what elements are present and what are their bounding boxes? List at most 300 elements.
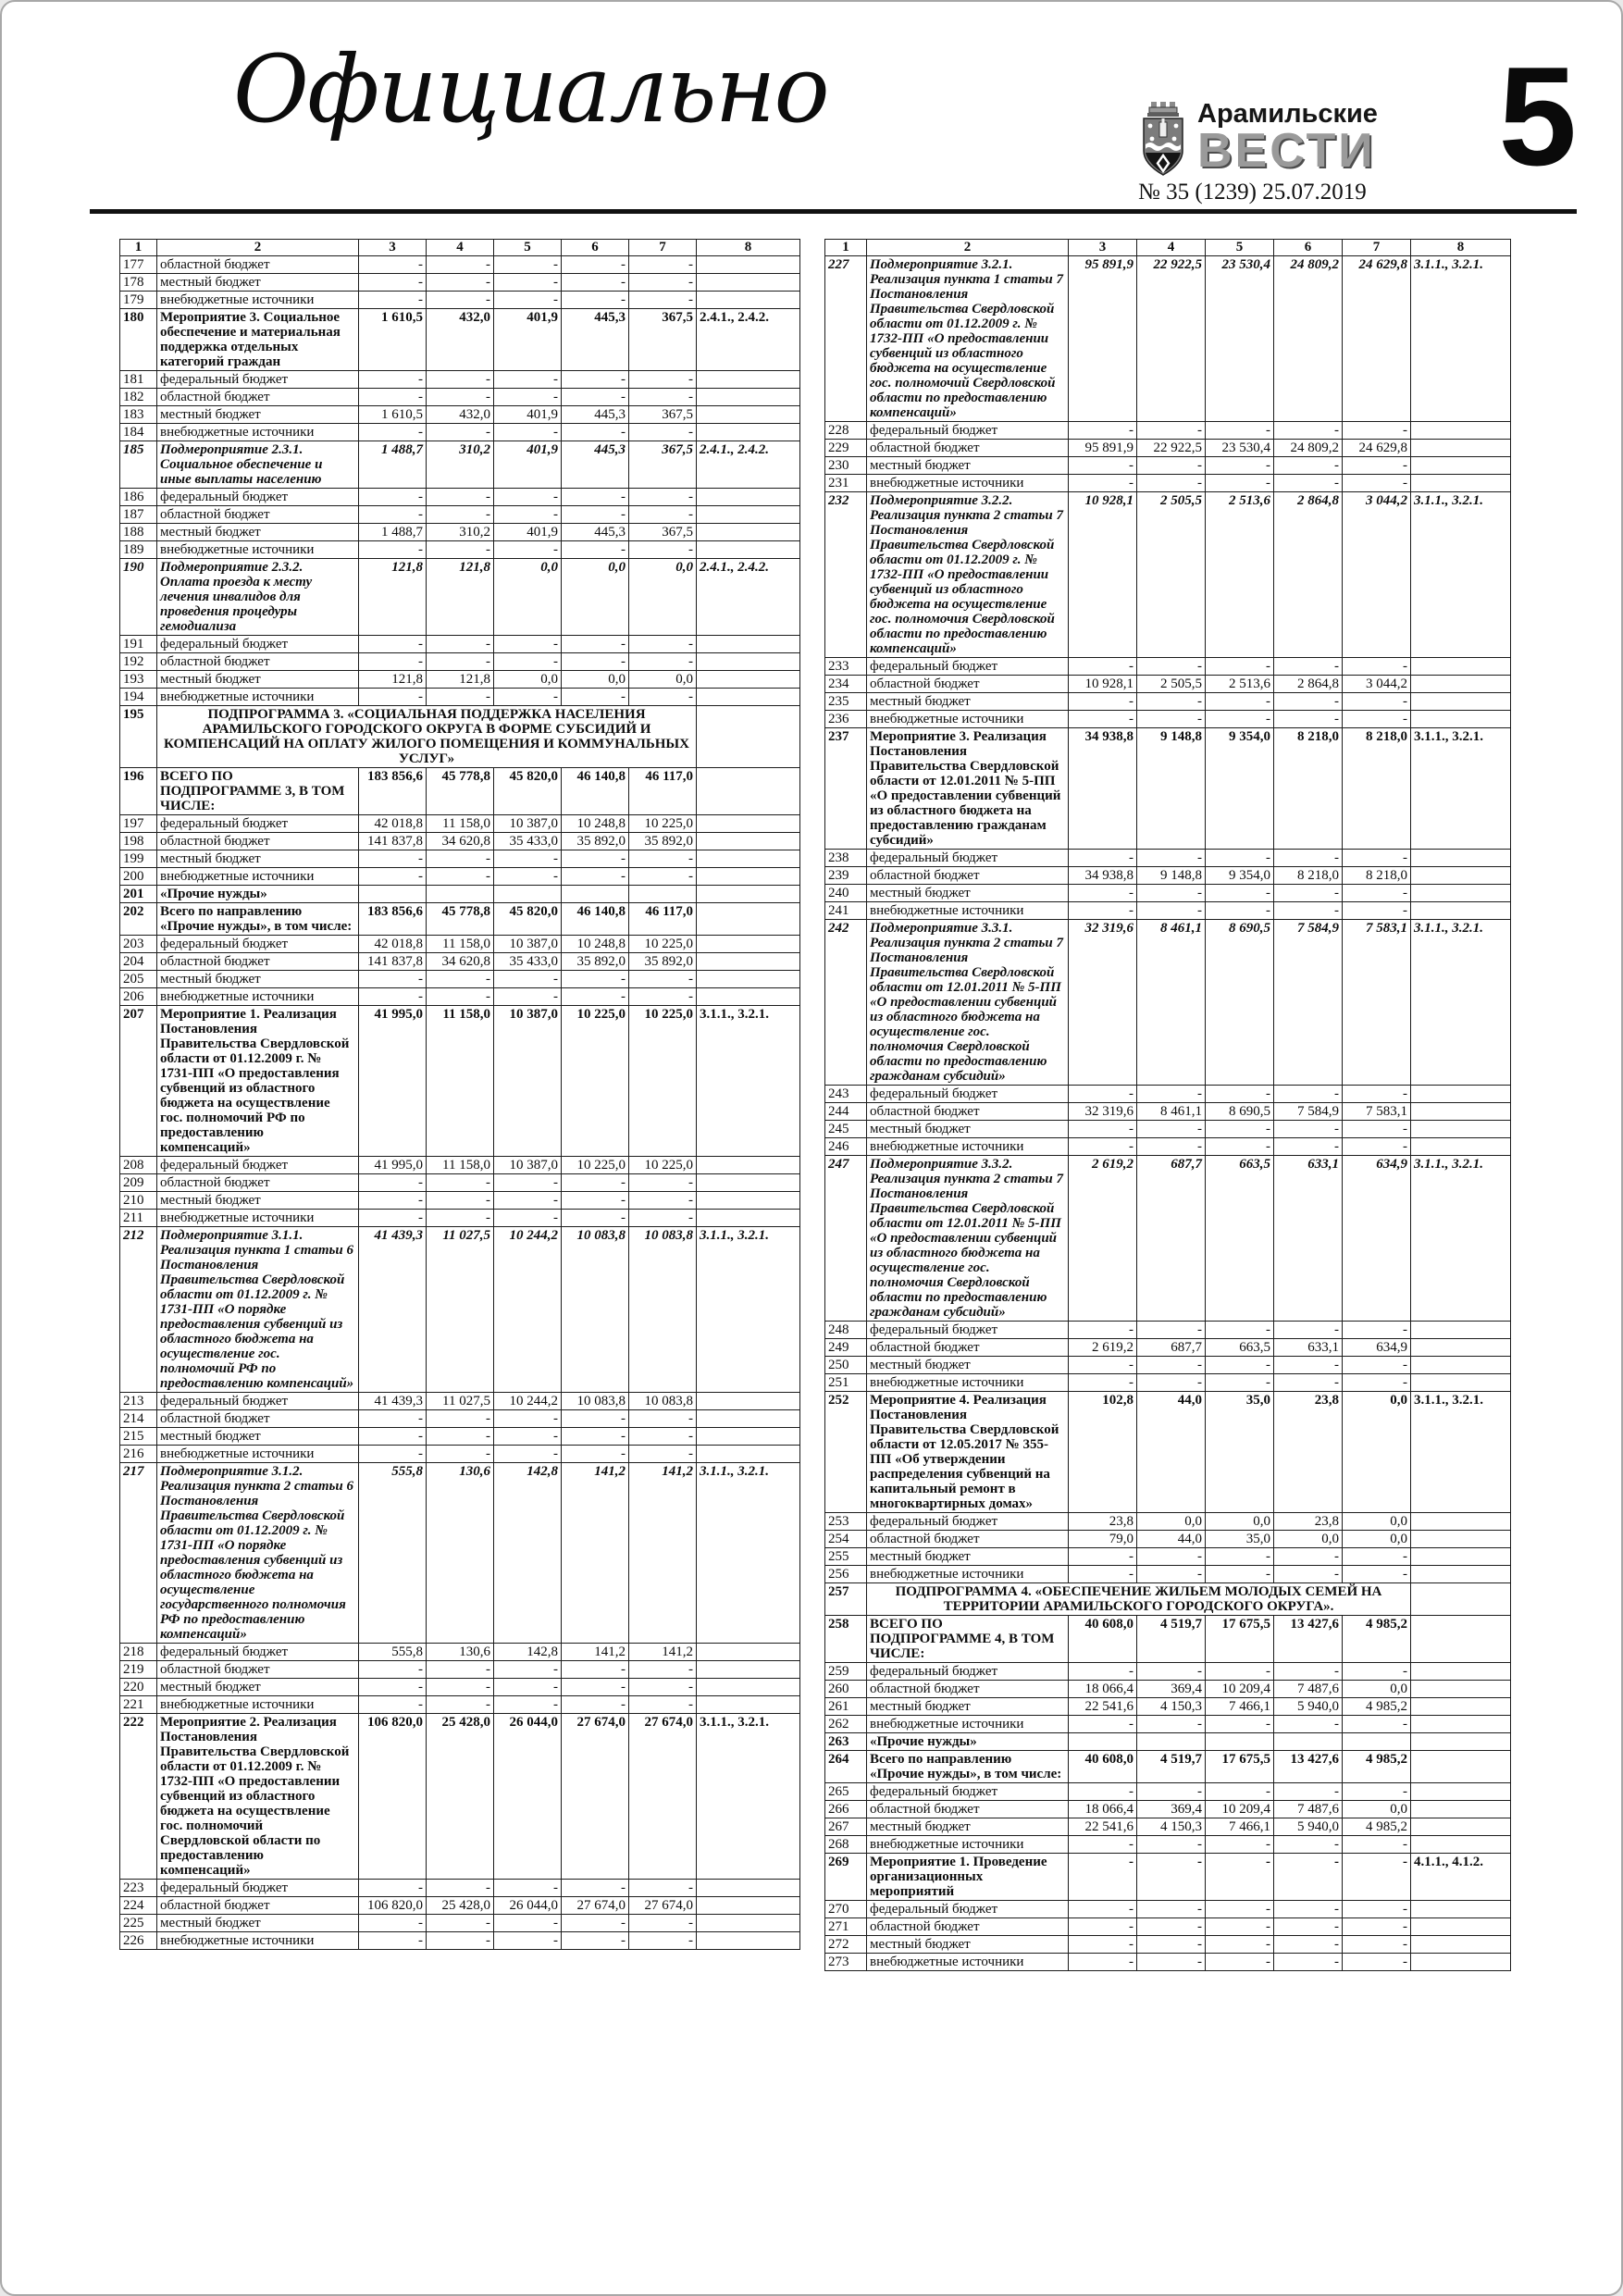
table-row bbox=[120, 815, 800, 833]
value-cell: - bbox=[1137, 1901, 1206, 1918]
brand-text bbox=[1197, 99, 1378, 178]
value-cell: - bbox=[427, 1210, 494, 1227]
value-cell: - bbox=[427, 274, 494, 292]
value-cell: - bbox=[427, 1696, 494, 1714]
value-cell: - bbox=[1069, 1322, 1137, 1339]
row-number-cell: 228 bbox=[825, 422, 867, 440]
row-number-cell: 263 bbox=[825, 1733, 867, 1751]
row-label-cell: областной бюджет bbox=[867, 1531, 1069, 1548]
value-cell: 369,4 bbox=[1137, 1801, 1206, 1818]
table-row bbox=[825, 256, 1511, 422]
table-row bbox=[120, 689, 800, 706]
value-cell: 310,2 bbox=[427, 524, 494, 541]
row-label-cell: федеральный бюджет bbox=[867, 658, 1069, 676]
row-label-cell: федеральный бюджет bbox=[867, 1901, 1069, 1918]
target-ref-cell bbox=[697, 424, 800, 441]
value-cell: 24 629,8 bbox=[1343, 256, 1411, 422]
table-row bbox=[120, 1410, 800, 1428]
row-label-cell: внебюджетные источники bbox=[157, 988, 359, 1006]
row-label-cell: областной бюджет bbox=[867, 1918, 1069, 1936]
table-row bbox=[825, 676, 1511, 693]
target-ref-cell bbox=[697, 868, 800, 886]
value-cell: 10 387,0 bbox=[494, 1157, 562, 1174]
value-cell: 45 820,0 bbox=[494, 768, 562, 815]
value-cell: 8 690,5 bbox=[1206, 1103, 1274, 1121]
value-cell: 11 158,0 bbox=[427, 1006, 494, 1157]
target-ref-cell bbox=[697, 1880, 800, 1897]
table-row bbox=[120, 292, 800, 309]
value-cell: 44,0 bbox=[1137, 1531, 1206, 1548]
value-cell: - bbox=[1137, 1936, 1206, 1954]
row-number-cell: 231 bbox=[825, 475, 867, 492]
value-cell: - bbox=[494, 971, 562, 988]
target-ref-cell bbox=[697, 636, 800, 653]
row-number-cell: 190 bbox=[120, 559, 157, 636]
table-row bbox=[120, 868, 800, 886]
row-label-cell: Всего по направлению «Прочие нужды», в том числе: bbox=[157, 903, 359, 936]
value-cell: - bbox=[1274, 711, 1343, 728]
value-cell: - bbox=[1137, 457, 1206, 475]
target-ref-cell bbox=[697, 1446, 800, 1463]
value-cell: 10 225,0 bbox=[629, 1006, 697, 1157]
row-number-cell: 213 bbox=[120, 1393, 157, 1410]
target-ref-cell: 3.1.1., 3.2.1. bbox=[697, 1463, 800, 1644]
value-cell: - bbox=[1206, 711, 1274, 728]
table-row bbox=[825, 1156, 1511, 1322]
value-cell: 2 513,6 bbox=[1206, 492, 1274, 658]
row-label-cell: областной бюджет bbox=[157, 833, 359, 850]
row-label-cell: областной бюджет bbox=[867, 1103, 1069, 1121]
table-row bbox=[120, 903, 800, 936]
value-cell: - bbox=[1343, 885, 1411, 902]
value-cell: - bbox=[1343, 1836, 1411, 1854]
row-label-cell: внебюджетные источники bbox=[867, 475, 1069, 492]
value-cell: 432,0 bbox=[427, 406, 494, 424]
row-number-cell: 245 bbox=[825, 1121, 867, 1138]
value-cell: - bbox=[562, 274, 629, 292]
value-cell: 13 427,6 bbox=[1274, 1616, 1343, 1663]
value-cell: 7 583,1 bbox=[1343, 1103, 1411, 1121]
value-cell: 46 140,8 bbox=[562, 768, 629, 815]
value-cell: - bbox=[1137, 1086, 1206, 1103]
value-cell: - bbox=[1206, 1716, 1274, 1733]
target-ref-cell bbox=[697, 850, 800, 868]
value-cell: - bbox=[629, 868, 697, 886]
value-cell: 24 629,8 bbox=[1343, 440, 1411, 457]
target-ref-cell bbox=[697, 1897, 800, 1915]
value-cell: - bbox=[1206, 475, 1274, 492]
value-cell: - bbox=[427, 256, 494, 274]
value-cell: 2 864,8 bbox=[1274, 676, 1343, 693]
row-label-cell: областной бюджет bbox=[157, 1410, 359, 1428]
value-cell: 4 519,7 bbox=[1137, 1751, 1206, 1783]
value-cell: - bbox=[1069, 1936, 1137, 1954]
value-cell: - bbox=[562, 389, 629, 406]
value-cell: - bbox=[1274, 902, 1343, 920]
row-number-cell: 266 bbox=[825, 1801, 867, 1818]
row-number-cell: 195 bbox=[120, 706, 157, 768]
table-row bbox=[825, 658, 1511, 676]
target-ref-cell bbox=[1411, 1801, 1511, 1818]
table-row bbox=[825, 1663, 1511, 1681]
value-cell: 142,8 bbox=[494, 1644, 562, 1661]
value-cell: 11 027,5 bbox=[427, 1227, 494, 1393]
row-label-cell: Подмероприятие 3.3.2. Реализация пункта 2 статьи 7 Постановления Правительства Свердловской области от 12.01.2011 № 5-ПП «О предоставлении субвенций из областного бюджета на осуществление гос. полномочия Свердловской области по предоставлению гражданам субсидий» bbox=[867, 1156, 1069, 1322]
value-cell: - bbox=[1343, 1121, 1411, 1138]
value-cell: 106 820,0 bbox=[359, 1714, 427, 1880]
value-cell: - bbox=[629, 1174, 697, 1192]
target-ref-cell bbox=[697, 524, 800, 541]
value-cell: - bbox=[1343, 850, 1411, 867]
row-number-cell: 182 bbox=[120, 389, 157, 406]
row-number-cell: 227 bbox=[825, 256, 867, 422]
row-label-cell: областной бюджет bbox=[867, 1681, 1069, 1698]
target-ref-cell bbox=[697, 1696, 800, 1714]
target-ref-cell bbox=[697, 768, 800, 815]
value-cell: - bbox=[1274, 1121, 1343, 1138]
value-cell: - bbox=[562, 1428, 629, 1446]
target-ref-cell bbox=[1411, 850, 1511, 867]
value-cell: 367,5 bbox=[629, 524, 697, 541]
value-cell: - bbox=[494, 988, 562, 1006]
value-cell: - bbox=[494, 389, 562, 406]
value-cell: 8 218,0 bbox=[1343, 728, 1411, 850]
value-cell: - bbox=[1343, 1138, 1411, 1156]
row-label-cell: ВСЕГО ПО ПОДПРОГРАММЕ 3, В ТОМ ЧИСЛЕ: bbox=[157, 768, 359, 815]
target-ref-cell bbox=[1411, 1374, 1511, 1392]
row-label-cell: местный бюджет bbox=[867, 1548, 1069, 1566]
table-row bbox=[120, 1915, 800, 1932]
value-cell: 25 428,0 bbox=[427, 1714, 494, 1880]
target-ref-cell bbox=[1411, 1138, 1511, 1156]
value-cell: - bbox=[629, 541, 697, 559]
table-row bbox=[120, 1644, 800, 1661]
target-ref-cell bbox=[1411, 711, 1511, 728]
value-cell: - bbox=[1069, 1374, 1137, 1392]
value-cell: 45 820,0 bbox=[494, 903, 562, 936]
value-cell: 4 985,2 bbox=[1343, 1751, 1411, 1783]
value-cell: 633,1 bbox=[1274, 1339, 1343, 1357]
value-cell: 7 466,1 bbox=[1206, 1698, 1274, 1716]
row-label-cell: местный бюджет bbox=[157, 274, 359, 292]
value-cell: 8 690,5 bbox=[1206, 920, 1274, 1086]
value-cell: - bbox=[629, 1192, 697, 1210]
value-cell: 35 892,0 bbox=[562, 833, 629, 850]
value-cell: - bbox=[1274, 1548, 1343, 1566]
value-cell: - bbox=[427, 489, 494, 506]
value-cell: 3 044,2 bbox=[1343, 492, 1411, 658]
value-cell: - bbox=[494, 636, 562, 653]
value-cell: 0,0 bbox=[1343, 1801, 1411, 1818]
row-number-cell: 178 bbox=[120, 274, 157, 292]
table-row bbox=[120, 1463, 800, 1644]
value-cell: - bbox=[1137, 1836, 1206, 1854]
value-cell: 401,9 bbox=[494, 309, 562, 371]
value-cell: 35 433,0 bbox=[494, 833, 562, 850]
value-cell: 0,0 bbox=[1274, 1531, 1343, 1548]
value-cell: 8 218,0 bbox=[1274, 728, 1343, 850]
value-cell: - bbox=[494, 1661, 562, 1679]
target-ref-cell: 3.1.1., 3.2.1. bbox=[697, 1006, 800, 1157]
value-cell: - bbox=[1206, 693, 1274, 711]
value-cell: 183 856,6 bbox=[359, 768, 427, 815]
value-cell: - bbox=[494, 1880, 562, 1897]
row-number-cell: 222 bbox=[120, 1714, 157, 1880]
value-cell: - bbox=[629, 256, 697, 274]
value-cell: 5 940,0 bbox=[1274, 1818, 1343, 1836]
value-cell: - bbox=[1137, 1138, 1206, 1156]
value-cell: - bbox=[494, 1192, 562, 1210]
brand-name-bottom: ВЕСТИ bbox=[1197, 124, 1376, 178]
target-ref-cell bbox=[697, 1192, 800, 1210]
row-label-cell: Подмероприятие 3.1.1. Реализация пункта 1 статьи 6 Постановления Правительства Свердловской области от 01.12.2009 г. № 1731-ПП «О порядке предоставления субвенций из областного бюджета на осуществление гос. полномочий РФ по предоставлению компенсаций» bbox=[157, 1227, 359, 1393]
value-cell: - bbox=[562, 971, 629, 988]
value-cell: - bbox=[1343, 475, 1411, 492]
row-label-cell: местный бюджет bbox=[867, 1357, 1069, 1374]
target-ref-cell bbox=[1411, 1086, 1511, 1103]
value-cell: - bbox=[629, 1932, 697, 1950]
value-cell: - bbox=[562, 256, 629, 274]
value-cell: - bbox=[562, 850, 629, 868]
table-row bbox=[825, 1121, 1511, 1138]
target-ref-cell bbox=[1411, 1936, 1511, 1954]
value-cell: 24 809,2 bbox=[1274, 440, 1343, 457]
table-row bbox=[825, 1801, 1511, 1818]
value-cell: - bbox=[629, 1661, 697, 1679]
value-cell: - bbox=[1206, 1836, 1274, 1854]
row-label-cell: областной бюджет bbox=[157, 1897, 359, 1915]
table-row bbox=[120, 389, 800, 406]
value-cell: - bbox=[1274, 1357, 1343, 1374]
value-cell: - bbox=[562, 653, 629, 671]
row-number-cell: 240 bbox=[825, 885, 867, 902]
row-number-cell: 185 bbox=[120, 441, 157, 489]
value-cell: 9 354,0 bbox=[1206, 728, 1274, 850]
value-cell: 10 387,0 bbox=[494, 936, 562, 953]
value-cell: - bbox=[562, 506, 629, 524]
row-number-cell: 218 bbox=[120, 1644, 157, 1661]
value-cell: 10 244,2 bbox=[494, 1227, 562, 1393]
table-row bbox=[120, 1932, 800, 1950]
value-cell: - bbox=[359, 1661, 427, 1679]
target-ref-cell: 3.1.1., 3.2.1. bbox=[1411, 1392, 1511, 1513]
value-cell: - bbox=[427, 292, 494, 309]
row-number-cell: 237 bbox=[825, 728, 867, 850]
value-cell: 10 387,0 bbox=[494, 815, 562, 833]
table-row bbox=[120, 371, 800, 389]
table-row bbox=[825, 728, 1511, 850]
value-cell: - bbox=[562, 1932, 629, 1950]
row-number-cell: 239 bbox=[825, 867, 867, 885]
value-cell: 445,3 bbox=[562, 309, 629, 371]
target-ref-cell bbox=[697, 988, 800, 1006]
row-label-cell: федеральный бюджет bbox=[157, 936, 359, 953]
row-label-cell: федеральный бюджет bbox=[157, 1157, 359, 1174]
row-label-cell: внебюджетные источники bbox=[867, 1138, 1069, 1156]
row-number-cell: 232 bbox=[825, 492, 867, 658]
value-cell: - bbox=[359, 256, 427, 274]
value-cell: - bbox=[1274, 658, 1343, 676]
value-cell: 102,8 bbox=[1069, 1392, 1137, 1513]
value-cell: - bbox=[629, 389, 697, 406]
value-cell: 555,8 bbox=[359, 1644, 427, 1661]
value-cell: 0,0 bbox=[1343, 1531, 1411, 1548]
target-ref-cell bbox=[1411, 1698, 1511, 1716]
value-cell: 401,9 bbox=[494, 441, 562, 489]
row-number-cell: 258 bbox=[825, 1616, 867, 1663]
value-cell: 23,8 bbox=[1274, 1513, 1343, 1531]
value-cell: - bbox=[1274, 1836, 1343, 1854]
value-cell: - bbox=[427, 1880, 494, 1897]
value-cell: 687,7 bbox=[1137, 1339, 1206, 1357]
value-cell: - bbox=[359, 636, 427, 653]
value-cell: - bbox=[359, 1446, 427, 1463]
row-number-cell: 192 bbox=[120, 653, 157, 671]
value-cell: 35 892,0 bbox=[629, 953, 697, 971]
value-cell: - bbox=[1069, 1918, 1137, 1936]
budget-table-left-wrap bbox=[119, 239, 799, 1950]
value-cell: - bbox=[1137, 1918, 1206, 1936]
row-label-cell: федеральный бюджет bbox=[867, 422, 1069, 440]
row-number-cell: 270 bbox=[825, 1901, 867, 1918]
value-cell: 1 610,5 bbox=[359, 309, 427, 371]
value-cell: - bbox=[1137, 1121, 1206, 1138]
value-cell: 2 619,2 bbox=[1069, 1339, 1137, 1357]
value-cell: 5 940,0 bbox=[1274, 1698, 1343, 1716]
value-cell: - bbox=[1343, 422, 1411, 440]
value-cell: - bbox=[562, 689, 629, 706]
value-cell: 27 674,0 bbox=[629, 1714, 697, 1880]
value-cell: 35 892,0 bbox=[562, 953, 629, 971]
target-ref-cell bbox=[697, 971, 800, 988]
row-number-cell: 248 bbox=[825, 1322, 867, 1339]
column-header: 3 bbox=[359, 240, 427, 256]
value-cell: 0,0 bbox=[629, 671, 697, 689]
value-cell: 7 487,6 bbox=[1274, 1681, 1343, 1698]
row-number-cell: 191 bbox=[120, 636, 157, 653]
value-cell: - bbox=[1274, 1374, 1343, 1392]
row-number-cell: 224 bbox=[120, 1897, 157, 1915]
row-number-cell: 262 bbox=[825, 1716, 867, 1733]
row-number-cell: 242 bbox=[825, 920, 867, 1086]
value-cell: - bbox=[629, 850, 697, 868]
budget-table-left bbox=[119, 239, 800, 1950]
value-cell: 432,0 bbox=[427, 309, 494, 371]
value-cell: - bbox=[1343, 902, 1411, 920]
value-cell: 2 505,5 bbox=[1137, 492, 1206, 658]
value-cell: - bbox=[1343, 711, 1411, 728]
target-ref-cell bbox=[1411, 1716, 1511, 1733]
row-number-cell: 221 bbox=[120, 1696, 157, 1714]
target-ref-cell bbox=[1411, 1818, 1511, 1836]
value-cell: - bbox=[562, 868, 629, 886]
value-cell: 10 083,8 bbox=[562, 1393, 629, 1410]
row-number-cell: 236 bbox=[825, 711, 867, 728]
target-ref-cell bbox=[697, 1157, 800, 1174]
row-label-cell: местный бюджет bbox=[867, 1698, 1069, 1716]
value-cell: - bbox=[359, 653, 427, 671]
row-number-cell: 199 bbox=[120, 850, 157, 868]
value-cell: - bbox=[629, 274, 697, 292]
value-cell: - bbox=[1137, 1374, 1206, 1392]
value-cell: - bbox=[1069, 1566, 1137, 1583]
table-row bbox=[120, 1210, 800, 1227]
value-cell: - bbox=[1137, 658, 1206, 676]
value-cell: - bbox=[1343, 1783, 1411, 1801]
value-cell: - bbox=[494, 489, 562, 506]
value-cell: - bbox=[1206, 1936, 1274, 1954]
value-cell: - bbox=[427, 424, 494, 441]
value-cell: - bbox=[359, 389, 427, 406]
row-number-cell: 187 bbox=[120, 506, 157, 524]
value-cell: - bbox=[494, 424, 562, 441]
table-row bbox=[120, 1006, 800, 1157]
value-cell: 0,0 bbox=[1343, 1681, 1411, 1698]
row-label-cell: местный бюджет bbox=[157, 971, 359, 988]
row-number-cell: 265 bbox=[825, 1783, 867, 1801]
target-ref-cell bbox=[697, 903, 800, 936]
value-cell: 11 027,5 bbox=[427, 1393, 494, 1410]
value-cell: - bbox=[494, 1679, 562, 1696]
row-number-cell: 197 bbox=[120, 815, 157, 833]
value-cell: - bbox=[1274, 422, 1343, 440]
row-number-cell: 252 bbox=[825, 1392, 867, 1513]
row-label-cell: внебюджетные источники bbox=[867, 1566, 1069, 1583]
value-cell: - bbox=[1343, 1566, 1411, 1583]
row-number-cell: 211 bbox=[120, 1210, 157, 1227]
table-row bbox=[120, 489, 800, 506]
value-cell: 46 117,0 bbox=[629, 903, 697, 936]
value-cell: - bbox=[1274, 1566, 1343, 1583]
value-cell: - bbox=[1343, 1357, 1411, 1374]
value-cell: - bbox=[1343, 1086, 1411, 1103]
value-cell: - bbox=[1137, 475, 1206, 492]
row-number-cell: 179 bbox=[120, 292, 157, 309]
value-cell: 11 158,0 bbox=[427, 1157, 494, 1174]
value-cell: 0,0 bbox=[1343, 1392, 1411, 1513]
table-row bbox=[120, 309, 800, 371]
row-number-cell: 217 bbox=[120, 1463, 157, 1644]
value-cell: 9 148,8 bbox=[1137, 728, 1206, 850]
row-label-cell: федеральный бюджет bbox=[867, 1322, 1069, 1339]
table-row bbox=[825, 1954, 1511, 1971]
value-cell: 142,8 bbox=[494, 1463, 562, 1644]
table-row bbox=[120, 1428, 800, 1446]
value-cell: 10 225,0 bbox=[562, 1157, 629, 1174]
target-ref-cell: 3.1.1., 3.2.1. bbox=[1411, 920, 1511, 1086]
value-cell: - bbox=[1069, 1716, 1137, 1733]
value-cell: - bbox=[1343, 1918, 1411, 1936]
value-cell: 663,5 bbox=[1206, 1156, 1274, 1322]
value-cell: - bbox=[1069, 1357, 1137, 1374]
value-cell: 8 461,1 bbox=[1137, 920, 1206, 1086]
table-row bbox=[120, 1157, 800, 1174]
value-cell: - bbox=[359, 1932, 427, 1950]
row-number-cell: 219 bbox=[120, 1661, 157, 1679]
target-ref-cell bbox=[697, 1210, 800, 1227]
value-cell: - bbox=[1343, 1322, 1411, 1339]
value-cell: 41 439,3 bbox=[359, 1227, 427, 1393]
target-ref-cell bbox=[697, 953, 800, 971]
row-label-cell: Всего по направлению «Прочие нужды», в том числе: bbox=[867, 1751, 1069, 1783]
value-cell: - bbox=[1069, 658, 1137, 676]
row-number-cell: 233 bbox=[825, 658, 867, 676]
value-cell: - bbox=[1274, 1854, 1343, 1901]
value-cell: 0,0 bbox=[494, 559, 562, 636]
value-cell: 141,2 bbox=[629, 1463, 697, 1644]
table-row bbox=[120, 1446, 800, 1463]
value-cell: - bbox=[1069, 902, 1137, 920]
